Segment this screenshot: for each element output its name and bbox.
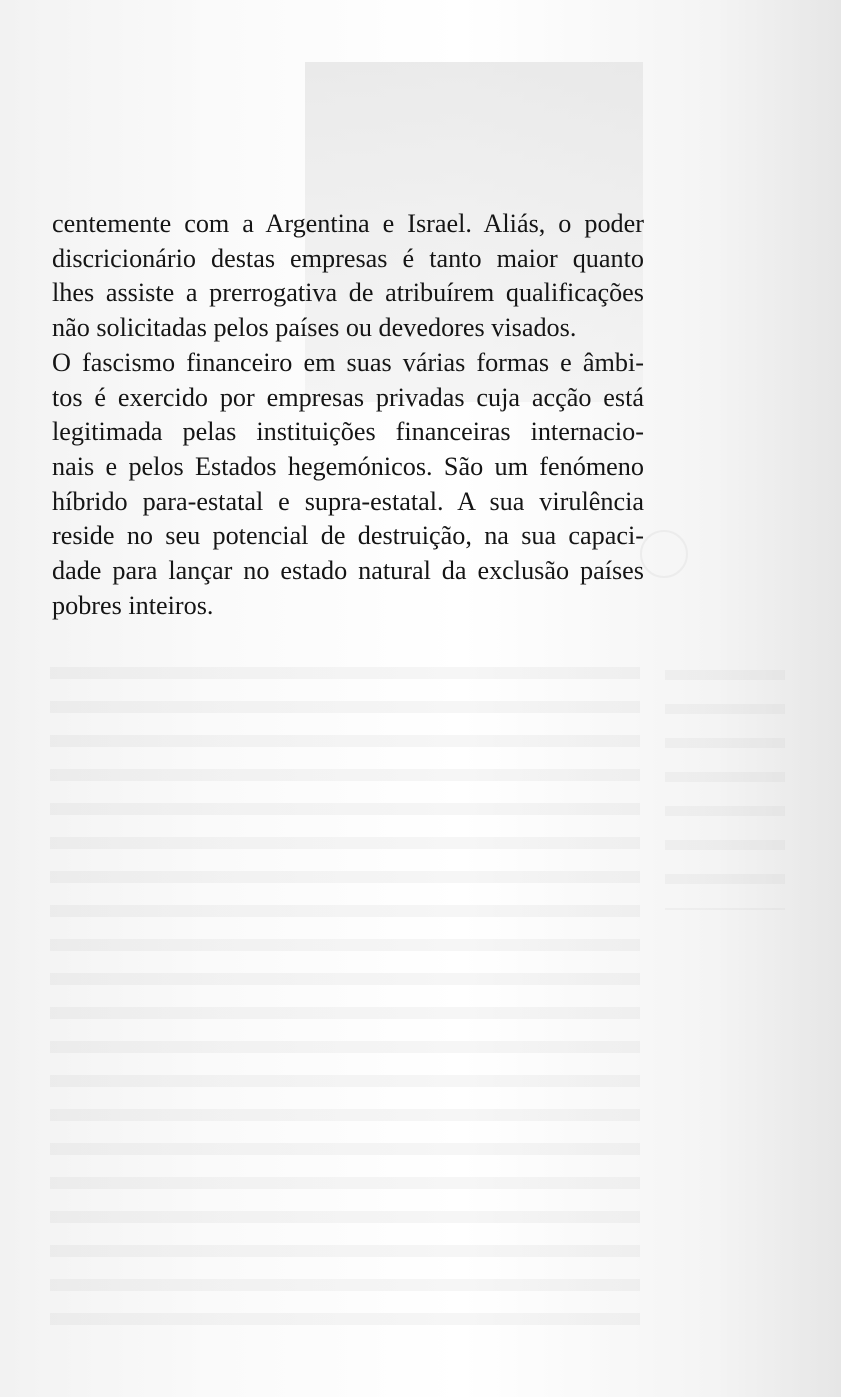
text-line: nais e pelos Estados hegemónicos. São um fenómeno <box>52 451 644 481</box>
text-line: pobres inteiros. <box>52 590 214 620</box>
show-through-margin-note <box>665 660 785 910</box>
text-line: discricionário destas empresas é tanto maior quanto <box>52 243 644 273</box>
show-through-text <box>50 655 640 1345</box>
text-line: O fascismo financeiro em suas várias formas e âmbi- <box>52 347 644 377</box>
text-line: legitimada pelas instituições financeiras internacio- <box>52 417 644 447</box>
text-line: dade para lançar no estado natural da exclusão países <box>52 556 644 586</box>
body-paragraph <box>52 207 644 623</box>
text-line: híbrido para-estatal e supra-estatal. A sua virulência <box>52 486 644 516</box>
text-line: tos é exercido por empresas privadas cuja acção está <box>52 382 644 412</box>
text-line: reside no seu potencial de destruição, na sua capaci- <box>52 521 644 551</box>
text-line: lhes assiste a prerrogativa de atribuírem qualificações <box>52 278 644 308</box>
text-line: não solicitadas pelos países ou devedores visados. <box>52 313 577 343</box>
show-through-mark <box>640 530 688 578</box>
text-line: centemente com a Argentina e Israel. Aliás, o poder <box>52 209 644 238</box>
